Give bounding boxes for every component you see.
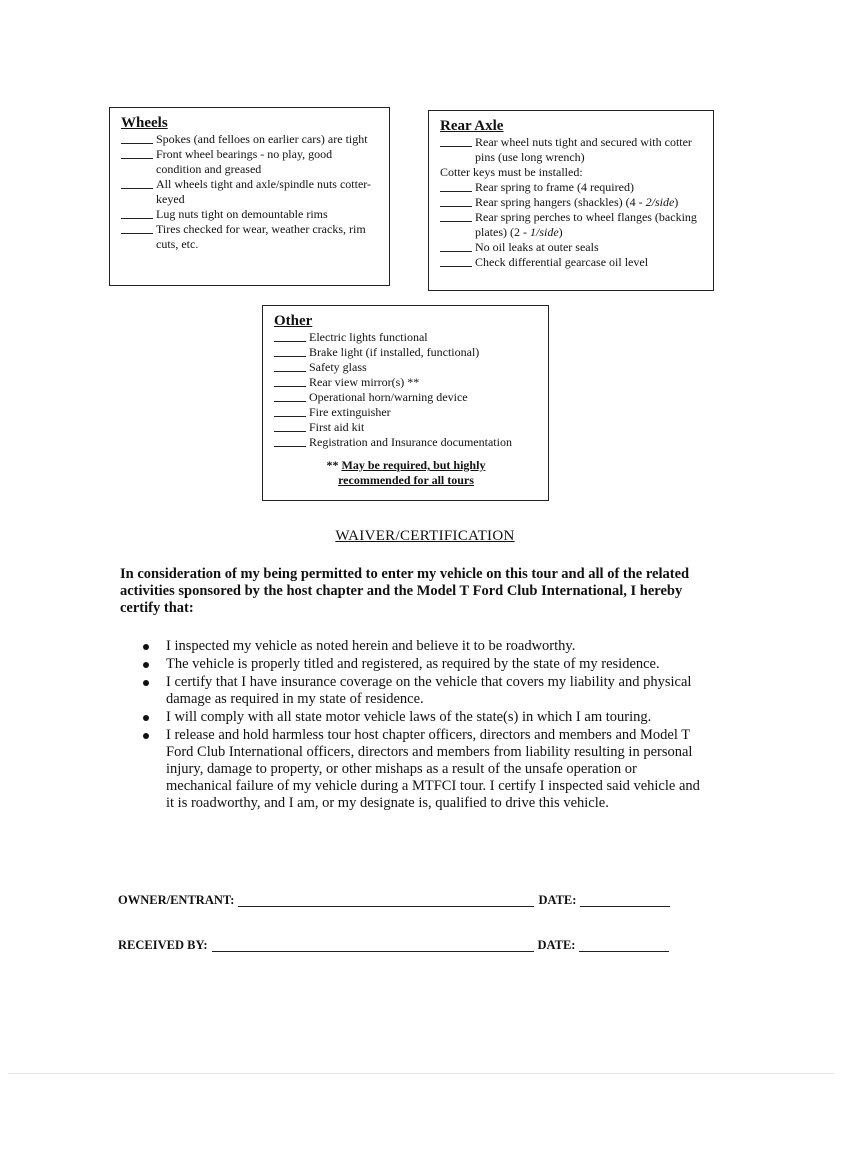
checklist-item: Spokes (and felloes on earlier cars) are tight: [121, 132, 379, 147]
checklist-item: No oil leaks at outer seals: [440, 240, 703, 255]
wheels-title: Wheels: [121, 115, 168, 131]
checkbox-blank[interactable]: [274, 330, 306, 342]
cotter-keys-note: Cotter keys must be installed:: [440, 165, 583, 179]
waiver-title: WAIVER/CERTIFICATION: [335, 528, 515, 544]
checkbox-blank[interactable]: [121, 222, 153, 234]
received-by-signature-field[interactable]: [212, 939, 534, 952]
certification-item: I inspected my vehicle as noted herein and believe it to be roadworthy.: [140, 638, 700, 655]
checkbox-blank[interactable]: [274, 360, 306, 372]
waiver-intro: In consideration of my being permitted to enter my vehicle on this tour and all of the related activities sponsored by the host chapter and the Model T Ford Club International, I hereby certify that:: [120, 566, 690, 616]
checklist-item: Brake light (if installed, functional): [274, 345, 538, 360]
checklist-item: Rear spring perches to wheel flanges (backing plates) (2 - 1/side): [440, 210, 703, 240]
checklist-item: Rear spring hangers (shackles) (4 - 2/side): [440, 195, 703, 210]
checkbox-blank[interactable]: [440, 255, 472, 267]
date-label: DATE:: [537, 938, 576, 952]
checkbox-blank[interactable]: [274, 345, 306, 357]
checkbox-blank[interactable]: [121, 177, 153, 189]
checklist-item: Tires checked for wear, weather cracks, rim cuts, etc.: [121, 222, 379, 252]
bullet-icon: [143, 715, 149, 721]
checklist-item: Fire extinguisher: [274, 405, 538, 420]
checklist-item: Lug nuts tight on demountable rims: [121, 207, 379, 222]
checkbox-blank[interactable]: [440, 195, 472, 207]
checklist-item: First aid kit: [274, 420, 538, 435]
owner-label: OWNER/ENTRANT:: [118, 893, 235, 907]
checkbox-blank[interactable]: [440, 240, 472, 252]
checklist-item: Front wheel bearings - no play, good condition and greased: [121, 147, 379, 177]
certification-item: I will comply with all state motor vehicle laws of the state(s) in which I am touring.: [140, 709, 700, 726]
checkbox-blank[interactable]: [121, 147, 153, 159]
bullet-icon: [143, 644, 149, 650]
checklist-item: Rear wheel nuts tight and secured with cotter pins (use long wrench): [440, 135, 703, 165]
certification-item: The vehicle is properly titled and registered, as required by the state of my residence.: [140, 656, 700, 673]
checkbox-blank[interactable]: [440, 135, 472, 147]
checkbox-blank[interactable]: [121, 132, 153, 144]
checkbox-blank[interactable]: [274, 405, 306, 417]
owner-date-field[interactable]: [580, 894, 670, 907]
checklist-item: Registration and Insurance documentation: [274, 435, 538, 450]
received-by-label: RECEIVED BY:: [118, 938, 208, 952]
scan-artifact-line: [8, 1073, 834, 1074]
owner-signature-field[interactable]: [238, 894, 534, 907]
other-title: Other: [274, 313, 313, 329]
rear-axle-title: Rear Axle: [440, 118, 504, 134]
rear-axle-checklist-box: [428, 110, 714, 291]
bullet-icon: [143, 662, 149, 668]
bullet-icon: [143, 680, 149, 686]
checklist-item: Electric lights functional: [274, 330, 538, 345]
checkbox-blank[interactable]: [121, 207, 153, 219]
checklist-item: Safety glass: [274, 360, 538, 375]
received-signature-row: [118, 938, 673, 953]
certification-item: I release and hold harmless tour host chapter officers, directors and members and Model T Ford Club International officers, directors and members from liability resulting in personal injury, damage to property, or other mishaps as a result of the unsafe operation or mechanical failure of my vehicle during a MTFCI tour. I certify I inspected said vehicle and it is roadworthy, and I am, or my designate is, qualified to drive this vehicle.: [140, 727, 700, 812]
certification-item: I certify that I have insurance coverage on the vehicle that covers my liability and physical damage as required in my state of residence.: [140, 674, 700, 708]
date-label: DATE:: [538, 893, 577, 907]
checklist-item: Check differential gearcase oil level: [440, 255, 703, 270]
owner-signature-row: [118, 893, 674, 908]
checkbox-blank[interactable]: [274, 420, 306, 432]
checklist-item: Rear spring to frame (4 required): [440, 180, 703, 195]
checkbox-blank[interactable]: [274, 435, 306, 447]
checklist-item: All wheels tight and axle/spindle nuts cotter-keyed: [121, 177, 379, 207]
mirror-footnote: ** May be required, but highly recommended for all tours: [326, 458, 486, 487]
checkbox-blank[interactable]: [274, 390, 306, 402]
received-date-field[interactable]: [579, 939, 669, 952]
checklist-item: Operational horn/warning device: [274, 390, 538, 405]
other-checklist-box: [262, 305, 549, 501]
wheels-checklist-box: [109, 107, 390, 286]
checkbox-blank[interactable]: [274, 375, 306, 387]
checklist-item: Rear view mirror(s) **: [274, 375, 538, 390]
checkbox-blank[interactable]: [440, 180, 472, 192]
certification-list: [140, 638, 700, 813]
bullet-icon: [143, 733, 149, 739]
checkbox-blank[interactable]: [440, 210, 472, 222]
